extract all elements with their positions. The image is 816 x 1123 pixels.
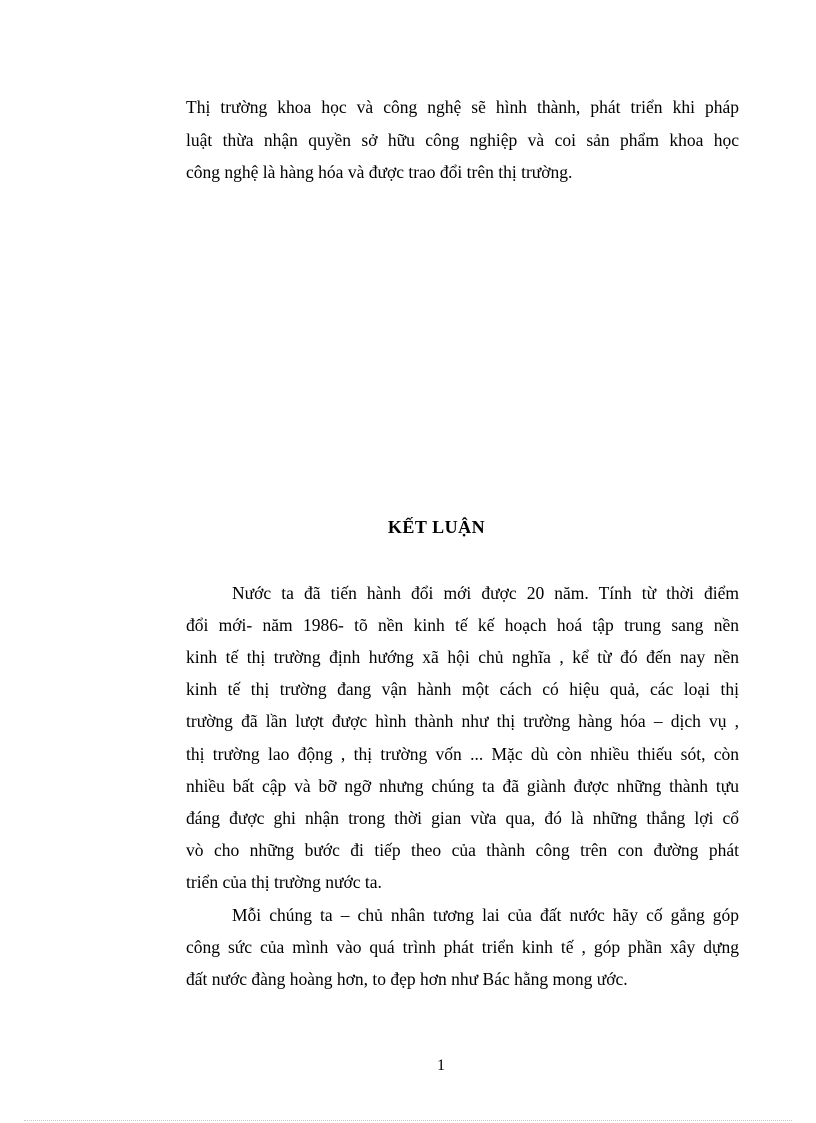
paragraph-line: luật thừa nhận quyền sở hữu công nghiệp và coi sản phẩm khoa học	[186, 130, 739, 150]
page-number: 1	[437, 1057, 445, 1074]
paragraph-line: thị trường lao động , thị trường vốn ... Mặc dù còn nhiều thiếu sót, còn	[186, 744, 739, 764]
paragraph-line: trường đã lần lượt được hình thành như thị trường hàng hóa – dịch vụ ,	[186, 711, 739, 731]
paragraph-line: Thị trường khoa học và công nghệ sẽ hình thành, phát triển khi pháp	[186, 97, 739, 117]
paragraph-line: đổi mới- năm 1986- tõ nền kinh tế kế hoạch hoá tập trung sang nền	[186, 615, 739, 635]
paragraph-line: đất nước đàng hoàng hơn, to đẹp hơn như Bác hằng mong ước.	[186, 969, 628, 989]
paragraph-line: vò cho những bước đi tiếp theo của thành công trên con đường phát	[186, 840, 739, 860]
paragraph-line: kinh tế thị trường đang vận hành một cách có hiệu quả, các loại thị	[186, 679, 739, 699]
paragraph-line: đáng được ghi nhận trong thời gian vừa qua, đó là những thắng lợi cổ	[186, 808, 739, 828]
paragraph-line: Mỗi chúng ta – chủ nhân tương lai của đất nước hãy cố gắng góp	[232, 905, 739, 925]
paragraph-line: công sức của mình vào quá trình phát triển kinh tế , góp phần xây dựng	[186, 937, 739, 957]
paragraph-line: công nghệ là hàng hóa và được trao đổi trên thị trường.	[186, 162, 573, 182]
paragraph-line: nhiều bất cập và bỡ ngỡ nhưng chúng ta đã giành được những thành tựu	[186, 776, 739, 796]
paragraph-line: kinh tế thị trường định hướng xã hội chủ nghĩa , kể từ đó đến nay nền	[186, 647, 739, 667]
paragraph-line: Nước ta đã tiến hành đổi mới được 20 năm. Tính từ thời điểm	[232, 583, 739, 603]
conclusion-heading: KẾT LUẬN	[387, 517, 486, 537]
page-bottom-border	[24, 1120, 792, 1121]
paragraph-line: triển của thị trường nước ta.	[186, 872, 382, 892]
